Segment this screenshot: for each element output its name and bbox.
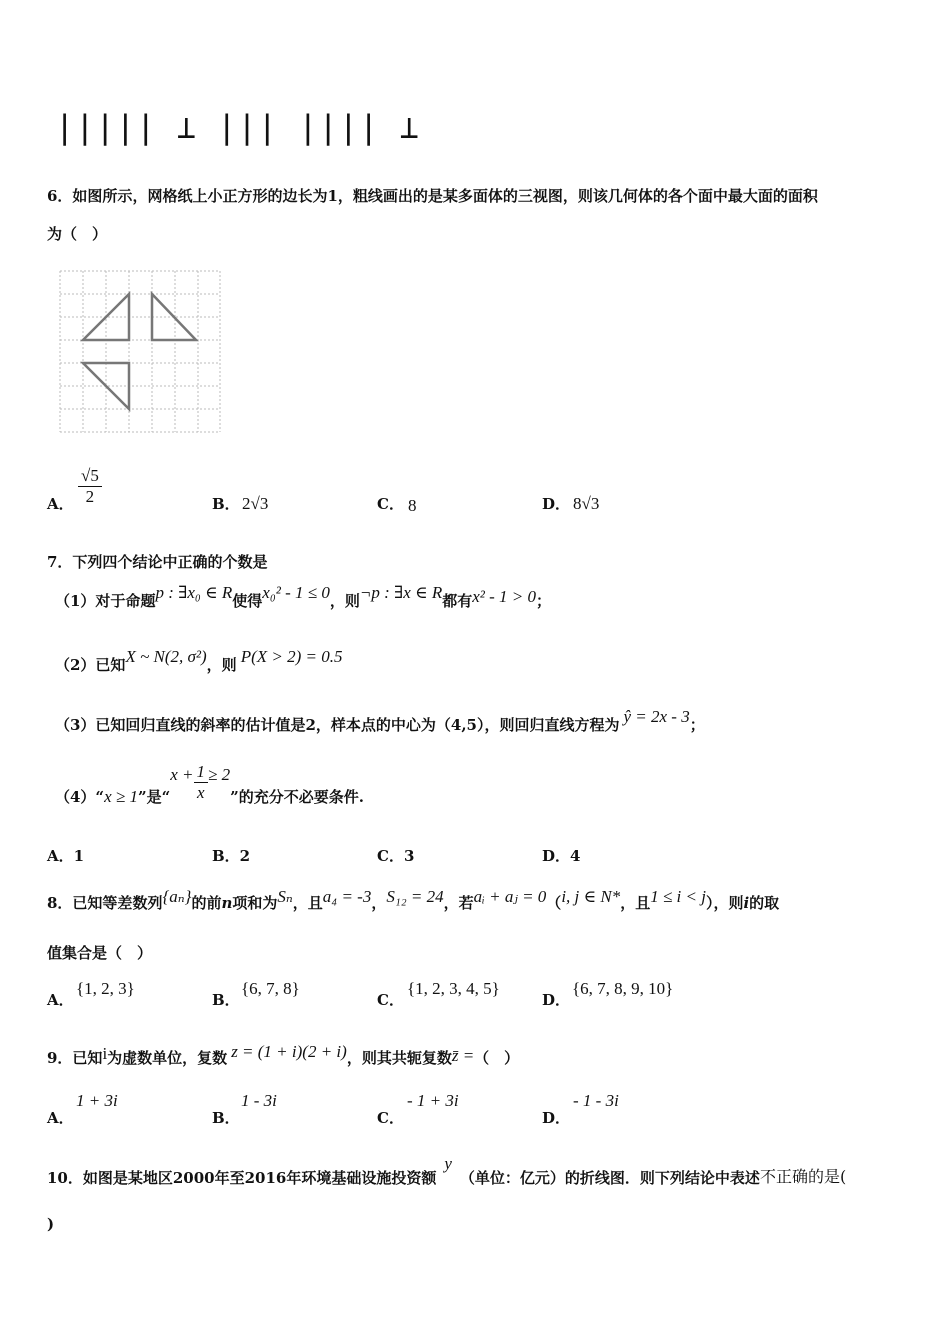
q9-text-b: 为虚数单位，复数	[107, 1049, 228, 1067]
q8-text-h: ，且	[620, 894, 651, 912]
q7-s4-frac-den: x	[196, 783, 205, 802]
q8-option-a-value: {1, 2, 3}	[76, 979, 135, 998]
q8-option-a-label: A．	[47, 991, 74, 1009]
q7-s2-math-1: X ~ N(2, σ²)	[125, 647, 207, 666]
q7-s1-math-1: p : ∃x₀ ∈ R	[155, 583, 233, 602]
q8-text-d: ，且	[292, 894, 323, 912]
q7-s4-math-1: x ≥ 1	[104, 787, 138, 806]
q8-math-s12: S₁₂ = 24	[386, 887, 444, 906]
q8-option-b-label: B．	[212, 991, 240, 1009]
q8-text-b: 的前	[191, 894, 222, 912]
three-view-figure	[55, 268, 225, 440]
q7-s1-math-3: ¬p : ∃x ∈ R	[359, 583, 443, 602]
q10-text-a: 10．如图是某地区2000年至2016年环境基础设施投资额	[47, 1169, 437, 1187]
q7-option-d: D．4	[542, 847, 581, 865]
q8-math-sequence: {aₙ}	[162, 887, 192, 906]
q7-option-a: A．1	[47, 847, 85, 865]
q9-option-d-value: - 1 - 3i	[573, 1091, 619, 1110]
q8-var-i: i	[743, 894, 750, 912]
q9-text-a: 9．已知	[47, 1049, 103, 1067]
q8-option-c-label: C．	[377, 991, 404, 1009]
q9-option-c-value: - 1 + 3i	[407, 1091, 459, 1110]
q8-math-sn: Sₙ	[277, 887, 293, 906]
q7-s1-text-a: （1）对于命题	[55, 592, 156, 610]
q7-s1-math-4: x² - 1 > 0	[472, 587, 537, 606]
q7-s4-frac-num: 1	[194, 762, 209, 783]
q7-stem: 7．下列四个结论中正确的个数是	[47, 553, 268, 571]
q9-option-a-value: 1 + 3i	[76, 1091, 118, 1110]
header-marks: ||||| ⊥ ||| |||| ⊥	[55, 108, 420, 146]
q7-s1-text-c: ，则	[329, 592, 360, 610]
q6-option-a-numerator: √5	[78, 466, 102, 487]
q8-option-d-value: {6, 7, 8, 9, 10}	[572, 979, 674, 998]
q9-option-b-value: 1 - 3i	[241, 1091, 277, 1110]
q9-text-d: （ ）	[474, 1049, 520, 1067]
q9-math-z: z = (1 + i)(2 + i)	[231, 1042, 347, 1061]
q6-option-a-denominator: 2	[85, 487, 95, 506]
q8-math-sum: aᵢ + aⱼ = 0	[473, 887, 547, 906]
q9-option-a-label: A．	[47, 1109, 74, 1127]
q7-statement-2	[55, 647, 343, 675]
q7-s3-text-a: （3）已知回归直线的斜率的估计值是2，样本点的中心为（4,5），则回归直线方程为	[55, 716, 620, 734]
q7-s4-text-c: ”的充分不必要条件.	[230, 788, 364, 806]
q6-option-b-value: 2√3	[242, 494, 269, 513]
q7-s4-math-2a: x +	[170, 765, 194, 784]
q6-option-a-value	[78, 466, 102, 507]
q6-option-b-label: B．	[212, 495, 240, 513]
q9-option-d-label: D．	[542, 1109, 571, 1127]
q7-option-c: C．3	[377, 847, 415, 865]
q7-s2-math-2: P(X > 2) = 0.5	[240, 647, 343, 666]
q8-math-range: 1 ≤ i < j	[650, 887, 706, 906]
q6-option-a-label: A．	[47, 495, 74, 513]
q8-text-f: ，若	[443, 894, 474, 912]
q6-stem-line1: 6．如图所示，网格纸上小正方形的边长为1，粗线画出的是某多面体的三视图，则该几何体的各个面中最大面的面积	[47, 187, 818, 205]
q10-stem-line2: )	[47, 1215, 55, 1233]
q7-s4-text-b: ”是“	[137, 788, 171, 806]
q7-s3-math-1: ŷ = 2x - 3	[623, 707, 690, 726]
q9-math-zbar: z̄ =	[451, 1046, 475, 1065]
q7-statement-3	[55, 707, 705, 735]
q8-text-e: ，	[371, 894, 387, 912]
q7-statement-1	[55, 583, 552, 611]
q7-s4-text-a: （4）“	[55, 788, 105, 806]
q7-s3-text-b: ；	[689, 716, 705, 734]
q6-option-d-label: D．	[542, 495, 571, 513]
q7-s1-text-e: ；	[536, 592, 552, 610]
q6-option-c-value: 8	[408, 496, 417, 515]
q6-option-d-value: 8√3	[573, 494, 600, 513]
q8-math-a4: a₄ = -3	[322, 887, 372, 906]
q8-text-l: 的取	[749, 894, 780, 912]
q7-option-b: B．2	[212, 847, 251, 865]
q8-math-ij: i, j ∈ N*	[561, 887, 621, 906]
q7-s2-text-a: （2）已知	[55, 656, 126, 674]
q9-text-c: ，则其共轭复数	[346, 1049, 452, 1067]
q7-s2-text-b: ，则	[206, 656, 237, 674]
q9-option-c-label: C．	[377, 1109, 404, 1127]
q6-option-c-label: C．	[377, 495, 404, 513]
q6-stem-line2: 为（ ）	[47, 225, 108, 243]
q8-stem-line2: 值集合是（ ）	[47, 944, 153, 962]
q7-s1-text-d: 都有	[442, 592, 473, 610]
q9-option-b-label: B．	[212, 1109, 240, 1127]
q8-text-g: （	[546, 894, 562, 912]
q10-stem-line1	[47, 1154, 847, 1188]
q8-text-a: 8．已知等差数列	[47, 894, 163, 912]
q8-option-c-value: {1, 2, 3, 4, 5}	[407, 979, 500, 998]
q8-option-b-value: {6, 7, 8}	[241, 979, 300, 998]
q8-text-c: 项和为	[232, 894, 278, 912]
q7-s4-math-2b: ≥ 2	[208, 765, 231, 784]
q7-s1-text-b: 使得	[232, 592, 263, 610]
q8-var-n: n	[221, 894, 233, 912]
q8-stem-line1	[47, 887, 780, 913]
q10-text-c: 不正确的是(	[759, 1167, 847, 1186]
q7-s1-math-2: x₀² - 1 ≤ 0	[262, 583, 330, 602]
q10-math-y: y	[444, 1154, 452, 1173]
q9-stem	[47, 1042, 520, 1068]
q8-text-k: ），则	[705, 894, 744, 912]
q9-math-i: i	[102, 1044, 108, 1063]
q8-option-d-label: D．	[542, 991, 571, 1009]
grid-lines	[60, 271, 220, 432]
q10-text-b: （单位：亿元）的折线图．则下列结论中表述	[459, 1169, 760, 1187]
q7-statement-4	[55, 762, 364, 806]
